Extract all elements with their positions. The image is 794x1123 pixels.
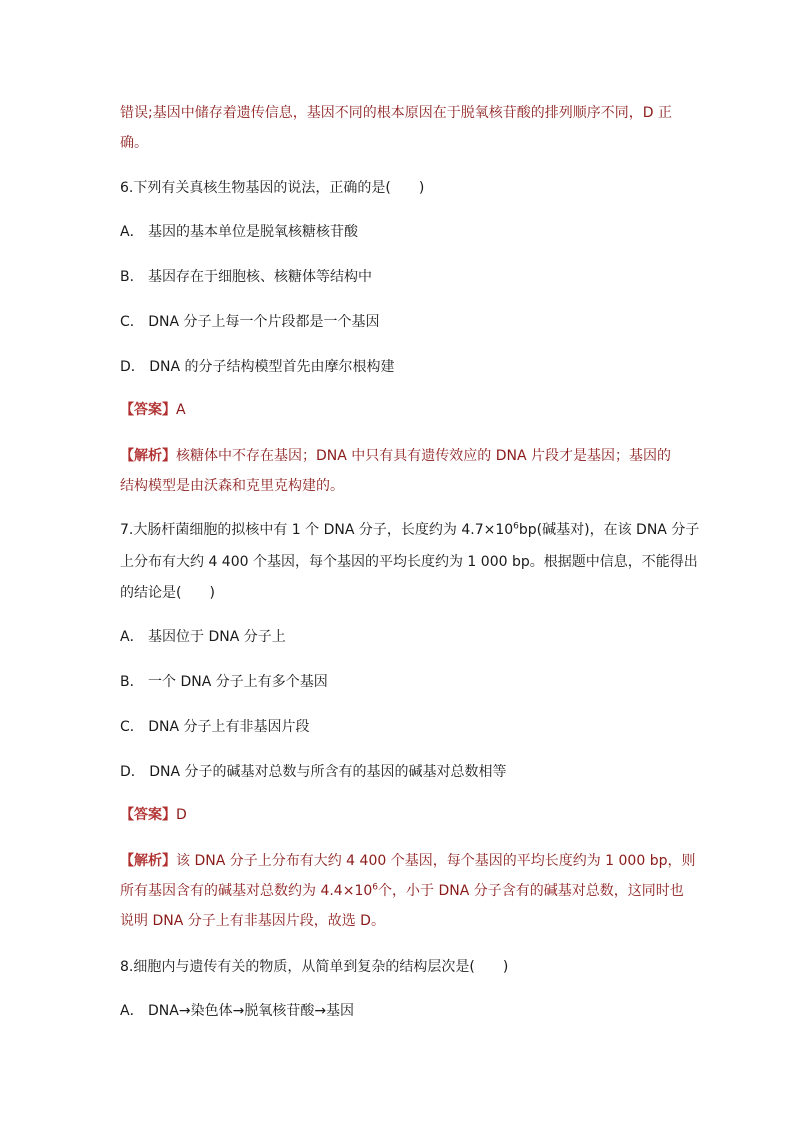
q7-analysis-line2-b: 个，小于 DNA 分子含有的碱基对总数，这同时也 [378, 883, 684, 899]
q6-answer-value: A [176, 402, 186, 418]
q6-option-b: B． 基因存在于细胞核、核糖体等结构中 [120, 269, 373, 285]
q7-analysis-line2-a: 所有基因含有的碱基对总数约为 4.4×10 [120, 883, 373, 899]
q6-analysis-label: 【解析】 [120, 448, 176, 464]
q6-analysis-line2: 结构模型是由沃森和克里克构建的。 [120, 478, 344, 494]
q6-analysis-text1: 核糖体中不存在基因；DNA 中只有具有遗传效应的 DNA 片段才是基因；基因的 [176, 448, 672, 464]
q7-answer [120, 805, 680, 825]
prev-explanation-line2: 确。 [120, 135, 148, 151]
q7-answer-label: 【答案】 [120, 807, 176, 823]
q7-answer-value: D [176, 807, 187, 823]
q6-option-d: D． DNA 的分子结构模型首先由摩尔根构建 [120, 359, 395, 375]
q6-option-c: C． DNA 分子上每一个片段都是一个基因 [120, 314, 380, 330]
q8-stem: 8.细胞内与遗传有关的物质，从简单到复杂的结构层次是( ) [120, 959, 509, 975]
q7-option-b: B． 一个 DNA 分子上有多个基因 [120, 674, 328, 690]
q6-analysis-line1 [120, 446, 680, 466]
q7-stem-line2: 上分布有大约 4 400 个基因，每个基因的平均长度约为 1 000 bp。根据题中信息，不能得出 [120, 554, 698, 570]
q7-option-c: C． DNA 分子上有非基因片段 [120, 719, 310, 735]
q6-answer [120, 400, 680, 420]
q7-analysis-line3: 说明 DNA 分子上有非基因片段，故选 D。 [120, 913, 385, 929]
q7-option-d: D． DNA 分子的碱基对总数与所含有的基因的碱基对总数相等 [120, 764, 507, 780]
q7-analysis-label: 【解析】 [120, 853, 176, 869]
q6-option-a: A． 基因的基本单位是脱氧核糖核苷酸 [120, 224, 359, 240]
q7-stem-line1-a: 7.大肠杆菌细胞的拟核中有 1 个 DNA 分子，长度约为 4.7×10 [120, 522, 514, 538]
q7-stem-line1-sup: 6 [513, 521, 519, 532]
q8-option-a: A． DNA→染色体→脱氧核苷酸→基因 [120, 1003, 355, 1019]
q6-answer-label: 【答案】 [120, 402, 176, 418]
prev-explanation-line1: 错误;基因中储存着遗传信息，基因不同的根本原因在于脱氧核苷酸的排列顺序不同，D 正 [120, 105, 672, 121]
q7-analysis-line2-sup: 6 [372, 882, 378, 893]
q7-option-a: A． 基因位于 DNA 分子上 [120, 629, 286, 645]
q7-analysis-text1: 该 DNA 分子上分布有大约 4 400 个基因，每个基因的平均长度约为 1 000 bp，则 [176, 853, 696, 869]
q7-stem-line1-b: bp(碱基对)，在该 DNA 分子 [518, 522, 700, 538]
q7-stem-line3: 的结论是( ) [120, 585, 215, 601]
q7-stem-line1 [120, 520, 700, 540]
q7-analysis-line1 [120, 851, 696, 871]
q7-analysis-line2 [120, 881, 684, 901]
q6-stem: 6.下列有关真核生物基因的说法，正确的是( ) [120, 180, 425, 196]
